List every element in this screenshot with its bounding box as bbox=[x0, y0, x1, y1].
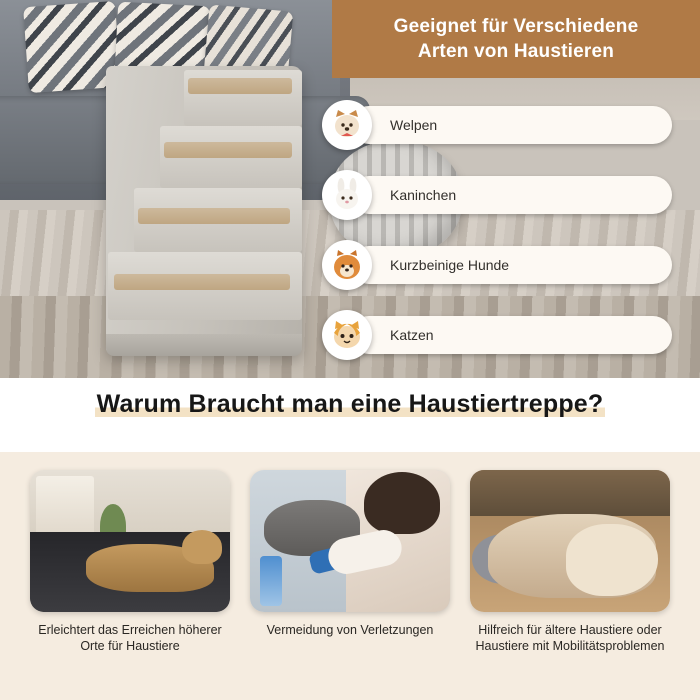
stairs-tread-1 bbox=[114, 274, 290, 290]
section-banner bbox=[332, 0, 700, 78]
list-item bbox=[322, 170, 694, 220]
list-item-label: Kaninchen bbox=[390, 187, 457, 203]
pet-type-list bbox=[322, 100, 694, 378]
vet-bandaging-puppy-photo bbox=[250, 470, 450, 612]
cat-icon bbox=[322, 310, 372, 360]
page-title-text: Warum Braucht man eine Haustiertreppe? bbox=[96, 390, 604, 418]
benefit-card bbox=[250, 470, 450, 654]
benefits-section bbox=[0, 452, 700, 700]
senior-dog-resting-photo bbox=[470, 470, 670, 612]
page-title bbox=[0, 390, 700, 419]
stairs-tread-3 bbox=[164, 142, 292, 158]
rabbit-icon bbox=[322, 170, 372, 220]
pomeranian-icon bbox=[322, 240, 372, 290]
stairs-tread-4 bbox=[188, 78, 292, 94]
dog-on-sofa-photo bbox=[30, 470, 230, 612]
stairs-tread-2 bbox=[138, 208, 290, 224]
list-item-label: Kurzbeinige Hunde bbox=[390, 257, 510, 273]
list-item-label: Welpen bbox=[390, 117, 438, 133]
stairs-base bbox=[106, 334, 302, 356]
list-item bbox=[322, 310, 694, 360]
benefit-card bbox=[30, 470, 230, 654]
benefit-card-caption: Hilfreich für ältere Haustiere oder Haustiere mit Mobilitätsproblemen bbox=[475, 623, 665, 653]
banner-line-1: Geeignet für Verschiedene bbox=[393, 16, 639, 37]
list-item bbox=[322, 100, 694, 150]
list-item-label: Katzen bbox=[390, 327, 434, 343]
benefit-card bbox=[470, 470, 670, 654]
benefit-card-caption: Erleichtert das Erreichen höherer Orte für Haustiere bbox=[38, 623, 222, 653]
banner-line-2: Arten von Haustieren bbox=[417, 41, 615, 62]
benefit-card-caption: Vermeidung von Verletzungen bbox=[266, 623, 434, 637]
list-item bbox=[322, 240, 694, 290]
benefit-card-list bbox=[30, 470, 670, 654]
puppy-icon bbox=[322, 100, 372, 150]
pet-stairs bbox=[88, 66, 318, 364]
